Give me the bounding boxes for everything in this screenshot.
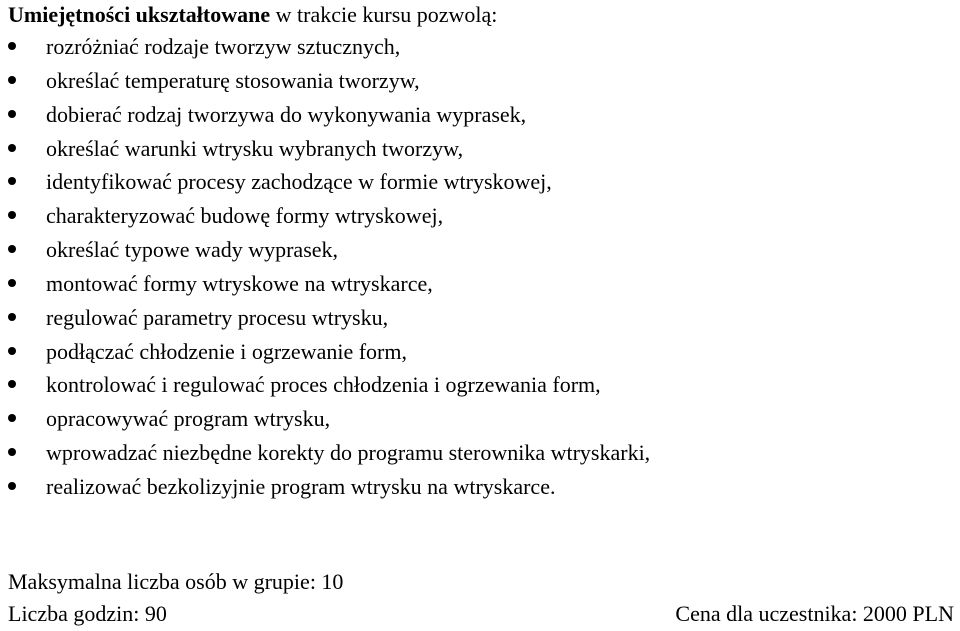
list-item: [0, 474, 650, 508]
bullet-icon: [8, 380, 16, 388]
heading-bold-text: Umiejętności ukształtowane: [8, 2, 271, 27]
list-item: [0, 440, 650, 474]
skills-list: [0, 34, 650, 508]
bullet-icon: [8, 144, 16, 152]
list-item: [0, 406, 650, 440]
list-item: [0, 34, 650, 68]
bullet-icon: [8, 347, 16, 355]
bullet-icon: [8, 414, 16, 422]
bullet-icon: [8, 279, 16, 287]
skill-text: określać warunki wtrysku wybranych tworzyw,: [46, 135, 464, 161]
list-item: [0, 271, 650, 305]
skill-text: rozróżniać rodzaje tworzyw sztucznych,: [46, 34, 401, 59]
skill-text: kontrolować i regulować proces chłodzenia i ogrzewania form,: [46, 372, 601, 398]
skill-text: wprowadzać niezbędne korekty do programu sterownika wtryskarki,: [46, 440, 651, 466]
list-item: [0, 203, 650, 237]
price-text: Cena dla uczestnika: 2000 PLN: [675, 601, 954, 626]
skill-text: określać temperaturę stosowania tworzyw,: [46, 67, 420, 93]
max-persons-text: Maksymalna liczba osób w grupie: 10: [8, 569, 344, 594]
list-item: [0, 237, 650, 271]
bullet-icon: [8, 42, 16, 50]
bullet-icon: [8, 245, 16, 253]
skill-text: regulować parametry procesu wtrysku,: [46, 304, 389, 330]
skill-text: dobierać rodzaj tworzywa do wykonywania wyprasek,: [46, 101, 527, 127]
list-item: [0, 68, 650, 102]
bullet-icon: [8, 448, 16, 456]
bullet-icon: [8, 76, 16, 84]
hours-text: Liczba godzin: 90: [8, 601, 167, 626]
heading-rest-text: w trakcie kursu pozwolą:: [270, 2, 498, 27]
bullet-icon: [8, 177, 16, 185]
skill-text: montować formy wtryskowe na wtryskarce,: [46, 270, 433, 296]
skill-text: identyfikować procesy zachodzące w formie wtryskowej,: [46, 169, 552, 195]
list-item: [0, 305, 650, 339]
bullet-icon: [8, 211, 16, 219]
skill-text: opracowywać program wtrysku,: [46, 406, 331, 432]
list-item: [0, 372, 650, 406]
skill-text: podłączać chłodzenie i ogrzewanie form,: [46, 338, 407, 364]
list-item: [0, 169, 650, 203]
list-item: [0, 136, 650, 170]
skill-text: realizować bezkolizyjnie program wtrysku na wtryskarce.: [46, 473, 556, 499]
bullet-icon: [8, 110, 16, 118]
list-item: [0, 102, 650, 136]
bullet-icon: [8, 313, 16, 321]
skill-text: określać typowe wady wyprasek,: [46, 237, 339, 263]
list-item: [0, 339, 650, 373]
bullet-icon: [8, 482, 16, 490]
skill-text: charakteryzować budowę formy wtryskowej,: [46, 203, 444, 229]
section-heading: [8, 2, 497, 28]
